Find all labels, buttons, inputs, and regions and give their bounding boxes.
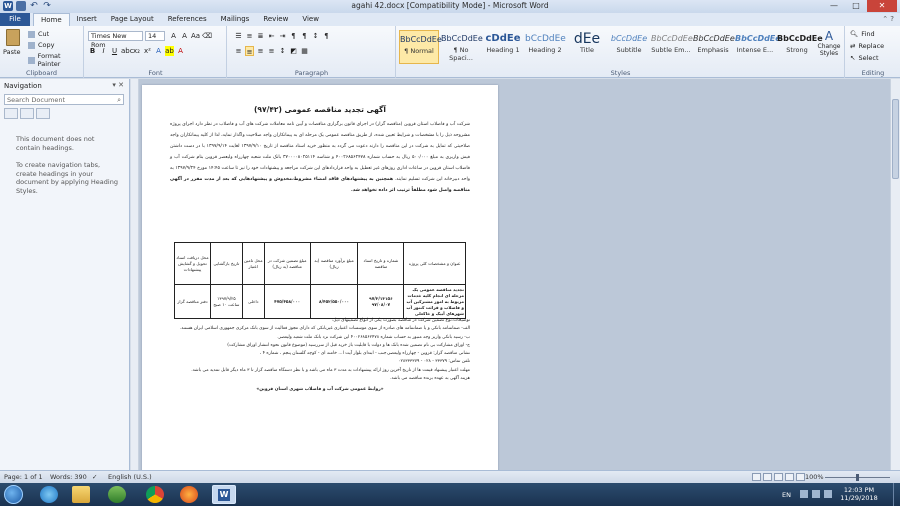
view-buttons xyxy=(752,473,805,481)
change-styles-button[interactable] xyxy=(817,29,841,57)
font-group-label: Font xyxy=(148,69,163,77)
body-bold-text: همچنین به پیشنهادهای فاقد امضاء مشروط،مخدوش و پیشنهادهایی که بعد از مدت مقرر در آگهی مناقصه واصل شود مطلقاً ترتیب اثر داده نخواهد شد. xyxy=(170,177,470,193)
table-cell: تجدید مناقصه عمومی یک مرحله ای انجام کلیه خدمات مربوط به امور مشترکین آب و فاضلاب و قرائت کنتور آب شهرهای آبیک و خاکعلی xyxy=(404,285,466,319)
style-no-spacing[interactable] xyxy=(441,30,481,64)
editing-group xyxy=(846,26,900,78)
ribbon xyxy=(0,26,900,78)
bold-icon[interactable]: B xyxy=(89,47,96,55)
grow-font-icon[interactable]: A xyxy=(171,32,176,40)
numbering-icon[interactable]: ≡ xyxy=(246,32,253,40)
status-bar xyxy=(0,470,900,483)
navigation-tabs xyxy=(4,108,124,120)
clipboard-group xyxy=(0,26,84,78)
clock-time: 12:03 PM xyxy=(843,486,875,494)
file-explorer-icon[interactable] xyxy=(72,486,90,503)
navigation-title: Navigation xyxy=(4,82,42,90)
style-name: Emphasis xyxy=(697,46,729,54)
note-line: مهلت اعتبار پیشنهاد قیمت ها از تاریخ آخرین روز ارائه پیشنهادات به مدت ۳ ماه می باشد و با نظر دستگاه مناقصه گزار تا ۳ ماه دیگر قابل تمدید می باشد. xyxy=(191,367,470,373)
style-intense-emphasis[interactable] xyxy=(735,30,781,64)
search-input[interactable] xyxy=(4,94,124,105)
cut-icon xyxy=(28,31,35,38)
select-icon: ↖ xyxy=(850,54,856,62)
show-desktop-button[interactable] xyxy=(893,483,900,506)
document-footer: «روابط عمومی شرکت آب و فاضلاب شهری استان قزوین» xyxy=(256,387,384,393)
styles-group xyxy=(397,26,845,78)
style-normal[interactable] xyxy=(399,30,442,64)
taskbar xyxy=(0,483,900,506)
multilevel-list-icon[interactable]: ≣ xyxy=(257,32,264,40)
note-line: الف- ضمانتنامه بانکی و یا ضمانتنامه های صادره از سوی موسسات اعتباری غیربانکی که دارای مجوز فعالیت از سوی بانک مرکزی جمهوری اسلامی ایران هستند. xyxy=(179,326,470,332)
style-name: Subtle Em... xyxy=(651,46,691,54)
select-button[interactable] xyxy=(850,54,879,62)
style-name: ¶ Normal xyxy=(404,47,434,55)
style-name: Heading 2 xyxy=(528,46,562,54)
help-icon[interactable]: ⌃ ? xyxy=(882,15,894,23)
style-heading-1[interactable] xyxy=(483,30,523,64)
scrollbar-thumb[interactable] xyxy=(892,99,899,179)
paragraph-group-label: Paragraph xyxy=(294,69,329,77)
italic-icon[interactable]: I xyxy=(102,47,105,55)
style-sample: BbCcDdEe xyxy=(651,34,693,43)
note-line: تلفن تماس: ۳۳۳۷۹ - ۰۲۸ - ۰۲۸۳۳۳۳۷۹ xyxy=(398,359,470,365)
search-icon[interactable]: ⌕ xyxy=(117,96,121,104)
chrome-icon[interactable] xyxy=(146,486,164,503)
maximize-button[interactable]: □ xyxy=(852,1,860,10)
tab-file[interactable]: File xyxy=(0,13,30,26)
subscript-icon[interactable]: x₂ xyxy=(133,47,140,55)
tab-view[interactable]: View xyxy=(302,15,319,23)
tab-page-layout[interactable]: Page Layout xyxy=(110,15,154,23)
increase-indent-icon[interactable]: ⇥ xyxy=(279,32,286,40)
vertical-ruler xyxy=(131,79,139,470)
language-indicator[interactable]: English (U.S.) xyxy=(108,473,152,481)
proofing-icon[interactable]: ✓ xyxy=(92,473,98,481)
sort-icon[interactable]: ↕ xyxy=(312,32,319,40)
style-strong[interactable] xyxy=(777,30,823,64)
copy-label: Copy xyxy=(38,41,55,49)
borders-icon[interactable]: ▦ xyxy=(301,47,308,55)
firefox-icon[interactable] xyxy=(180,486,198,503)
volume-icon[interactable] xyxy=(824,490,832,498)
document-page[interactable] xyxy=(142,85,498,475)
cut-label: Cut xyxy=(38,30,50,38)
word-taskbar-button[interactable] xyxy=(212,485,236,504)
vertical-scrollbar[interactable] xyxy=(890,79,900,470)
style-name: Subtitle xyxy=(616,46,642,54)
word-logo-icon[interactable]: W xyxy=(4,2,12,10)
table-header-cell: محل دریافت اسناد تحویل و گشایش پیشنهادات xyxy=(175,243,211,285)
shading-icon[interactable]: ◩ xyxy=(290,47,297,55)
superscript-icon[interactable]: x² xyxy=(144,47,151,55)
table-header-row xyxy=(175,243,466,285)
strikethrough-icon[interactable]: abc xyxy=(121,47,134,55)
table-cell: ۴۷۵/۴۵۸/۰۰۰ xyxy=(264,285,310,319)
navigation-close-icon[interactable]: ▾ ✕ xyxy=(112,81,124,89)
system-tray xyxy=(746,484,896,505)
align-right-icon[interactable]: ≡ xyxy=(257,47,264,55)
tender-table xyxy=(174,242,466,319)
select-label: Select xyxy=(858,54,879,62)
style-sample: BbCcDdEe xyxy=(735,34,781,43)
document-title: آگهی تجدید مناقصه عمومی (۹۷/۴۲) xyxy=(253,105,386,114)
navigation-pane xyxy=(0,79,130,470)
style-sample: bCcDdEe xyxy=(525,34,566,44)
word-icon: W xyxy=(219,490,229,499)
window-title: agahi 42.docx [Compatibility Mode] - Microsoft Word xyxy=(351,1,549,10)
media-player-icon[interactable] xyxy=(108,486,126,503)
decrease-indent-icon[interactable]: ⇤ xyxy=(268,32,275,40)
table-cell: ۸/۴۵۲/۵۵۰/۰۰۰ xyxy=(310,285,358,319)
paste-icon[interactable] xyxy=(6,29,20,46)
style-title[interactable] xyxy=(567,30,607,64)
page-count[interactable]: Page: 1 of 1 xyxy=(4,473,43,481)
align-left-icon[interactable]: ≡ xyxy=(235,47,242,55)
close-button[interactable]: ✕ xyxy=(867,0,897,12)
start-button[interactable] xyxy=(4,485,23,504)
table-cell: داخلی xyxy=(242,285,264,319)
font-name-field[interactable]: Times New Rom xyxy=(88,31,143,41)
find-icon: 🔍︎ xyxy=(850,30,859,38)
note-line: هزینه آگهی به عهده برنده مناقصه می باشد. xyxy=(390,376,470,382)
change-case-icon[interactable]: Aa xyxy=(191,32,201,40)
draft-icon[interactable] xyxy=(796,473,805,481)
clear-format-icon[interactable]: ⌫ xyxy=(202,32,212,40)
text-effects-icon[interactable]: A xyxy=(156,47,161,55)
title-bar xyxy=(0,0,900,13)
zoom-level[interactable]: 100% xyxy=(805,473,824,481)
clock-date: 11/29/2018 xyxy=(840,494,878,502)
window-controls xyxy=(823,0,897,12)
clipboard-group-label: Clipboard xyxy=(25,69,58,77)
style-sample: bCcDdEe xyxy=(610,34,648,43)
underline-icon[interactable]: U xyxy=(111,47,118,55)
word-count[interactable]: Words: 390 xyxy=(50,473,87,481)
results-tab-icon[interactable] xyxy=(36,108,50,119)
style-sample: BbCcDdEe xyxy=(693,34,735,43)
note-line: ج- اوراق مشارکت بی نام تضمین شده بانک ها و دولت با قابلیت باز خرید قبل از سررسید (موضوع قانون نحوه انتشار اوراق مشارکت) xyxy=(227,342,470,348)
note-line: ب- رسید بانکی واریز وجه منبور به حساب شماره ۴۰۰۲۶۸۵۶۲۴۷۸ این شرکت نزد بانک ملت شعبه ولیعصر. xyxy=(277,334,470,340)
style-heading-2[interactable] xyxy=(525,30,565,64)
find-label: Find xyxy=(861,30,875,38)
document-notes xyxy=(170,317,470,395)
font-group xyxy=(85,26,227,78)
style-sample: dEe xyxy=(573,31,601,47)
styles-group-label: Styles xyxy=(610,69,631,77)
table-header-cell: تاریخ بازگشایی xyxy=(210,243,242,285)
format-painter-label: Format Painter xyxy=(37,52,61,68)
style-name: Intense E... xyxy=(736,46,774,54)
style-sample: BbCcDdEe xyxy=(400,35,442,44)
change-styles-label: Change Styles xyxy=(817,43,841,57)
bullets-icon[interactable]: ☰ xyxy=(235,32,242,40)
shrink-font-icon[interactable]: A xyxy=(182,32,187,40)
find-button[interactable] xyxy=(850,30,875,38)
cut-button[interactable] xyxy=(28,30,49,38)
paste-button[interactable]: Paste xyxy=(3,48,21,56)
undo-icon[interactable]: ↶ xyxy=(30,1,38,11)
style-name: Heading 1 xyxy=(486,46,520,54)
minimize-button[interactable]: — xyxy=(830,1,838,10)
style-sample: BbCcDdEe xyxy=(441,34,483,43)
replace-label: Replace xyxy=(858,42,885,50)
tab-home[interactable]: Home xyxy=(33,13,70,26)
line-spacing-icon[interactable]: ↕ xyxy=(279,47,286,55)
style-name: Strong xyxy=(786,46,808,54)
style-emphasis[interactable] xyxy=(693,30,733,64)
table-row xyxy=(175,285,466,319)
table-cell: دفتر مناقصه گزار xyxy=(175,285,211,319)
note-line: نشانی مناقصه گزار: قزوین - چهارراه ولیعصر،جنب - ابتدای بلوار آیت ا... خامنه ای - کوچه گلستان پنجم ، شماره ۴ ، xyxy=(259,351,470,357)
redo-icon[interactable]: ↷ xyxy=(43,1,51,11)
rtl-icon[interactable]: ¶ xyxy=(302,32,307,40)
style-sample: BbCcDdEe xyxy=(777,34,823,43)
table-cell: ۹۷/۳/۱۳۱۵۶ ۹۷/۰۸/۰۷ xyxy=(358,285,404,319)
copy-button[interactable] xyxy=(28,41,55,49)
search-placeholder: Search Document xyxy=(7,96,66,104)
input-language[interactable]: EN xyxy=(782,491,791,499)
navigation-hint: To create navigation tabs, create headings in your document by applying Heading Styles. xyxy=(16,161,118,195)
style-subtitle[interactable] xyxy=(609,30,649,64)
align-center-icon[interactable]: ≡ xyxy=(246,48,253,56)
format-painter-icon xyxy=(28,57,35,64)
body-text: شرکت آب و فاضلاب استان قزوین (مناقصه گزار) در اجرای قانون برگزاری مناقصات و آیین نامه معاملات شرکت های آب و فاضلاب در نظر دارد اجرای پروژه مشروحه ذیل را با مشخصات و شرایط تعیین شده، از طریق مناقصه عمومی یک مرحله ای به پیمانکاران واجد صلاحیت واگذار نماید، لذا از کلیه پیمانکاران واجد صلاحیتی که تمایل به شرکت در این مناقصه را دارند دعوت می گردد به منظور خرید اسناد مناقصه از تاریخ ۱۳۹۷/۹/۱۰ لغایت ۱۳۹۷/۹/۱۴ با در دست داشتن فیش واریزی به مبلغ ۵۰۰/۰۰۰ ریال به حساب شماره ۴۰۰۲۶۸۵۶۲۴۷۸ و شناسه ۳۷۰۰۰۰۸۰۲۵۱۱۴ بانک ملت شعبه چهارراه ولیعصر قزوین بنام شرکت آب و فاضلاب استان قزوین در ساعات اداری روزهای غیر تعطیل به واحد قراردادهای این شرکت مراجعه و پیشنهادات خود را نیز تا ساعت ۱۴:۴۵ مورخ ۱۳۹۷/۹/۲۴ به واحد دبیرخانه این شرکت تسلیم نمایند. xyxy=(170,122,470,182)
zoom-slider[interactable] xyxy=(825,477,890,478)
zoom-slider-knob[interactable] xyxy=(856,474,859,481)
style-name: ¶ No Spaci... xyxy=(449,46,473,62)
replace-button[interactable] xyxy=(850,42,884,50)
navigation-message: This document does not contain headings. xyxy=(16,135,95,152)
table-header-cell: مبلغ برآورد مناقصه (به ریال) xyxy=(310,243,358,285)
change-styles-icon: A xyxy=(824,29,834,43)
tab-insert[interactable]: Insert xyxy=(76,15,97,23)
font-color-icon[interactable]: A xyxy=(178,47,183,55)
ltr-icon[interactable]: ¶ xyxy=(291,32,296,40)
highlight-icon[interactable]: ab xyxy=(165,47,174,55)
style-name: Title xyxy=(580,46,594,54)
format-painter-button[interactable] xyxy=(28,52,83,68)
editing-group-label: Editing xyxy=(861,69,885,77)
note-line: توضیحات:نوع تضمین شرکت در مناقصه بصورت یکی از انواع تضمینهای ذیل: xyxy=(331,318,470,323)
outline-icon[interactable] xyxy=(785,473,794,481)
tray-arrow-icon[interactable] xyxy=(800,490,808,498)
table-cell: ۱۳۹۷/۹/۲۵ ساعت ۱۰ صبح xyxy=(210,285,242,319)
internet-explorer-icon[interactable] xyxy=(40,486,58,503)
copy-icon xyxy=(28,42,35,49)
network-icon[interactable] xyxy=(812,490,820,498)
style-subtle-emphasis[interactable] xyxy=(651,30,691,64)
pages-tab-icon[interactable] xyxy=(20,108,34,119)
clock[interactable] xyxy=(834,486,884,502)
full-screen-icon[interactable] xyxy=(763,473,772,481)
tab-review[interactable]: Review xyxy=(263,15,289,23)
tab-references[interactable]: References xyxy=(167,15,207,23)
table-header-cell: عنوان و مشخصات کلی پروژه xyxy=(404,243,466,285)
tab-mailings[interactable]: Mailings xyxy=(220,15,250,23)
web-layout-icon[interactable] xyxy=(774,473,783,481)
ribbon-tabs xyxy=(0,13,900,26)
justify-icon[interactable]: ≡ xyxy=(268,47,275,55)
table-header-cell: شماره و تاریخ اسناد مناقصه xyxy=(358,243,404,285)
font-size-field[interactable]: 14 xyxy=(145,31,165,41)
paragraph-group xyxy=(228,26,396,78)
table-header-cell: محل تامین اعتبار xyxy=(242,243,264,285)
style-sample: cDdEe xyxy=(485,33,521,44)
replace-icon: ⇄ xyxy=(850,42,856,50)
show-marks-icon[interactable]: ¶ xyxy=(324,32,329,40)
print-layout-icon[interactable] xyxy=(752,473,761,481)
document-body xyxy=(170,119,470,196)
headings-tab-icon[interactable] xyxy=(4,108,18,119)
table-header-cell: مبلغ تضمین شرکت در مناقصه (به ریال) xyxy=(264,243,310,285)
